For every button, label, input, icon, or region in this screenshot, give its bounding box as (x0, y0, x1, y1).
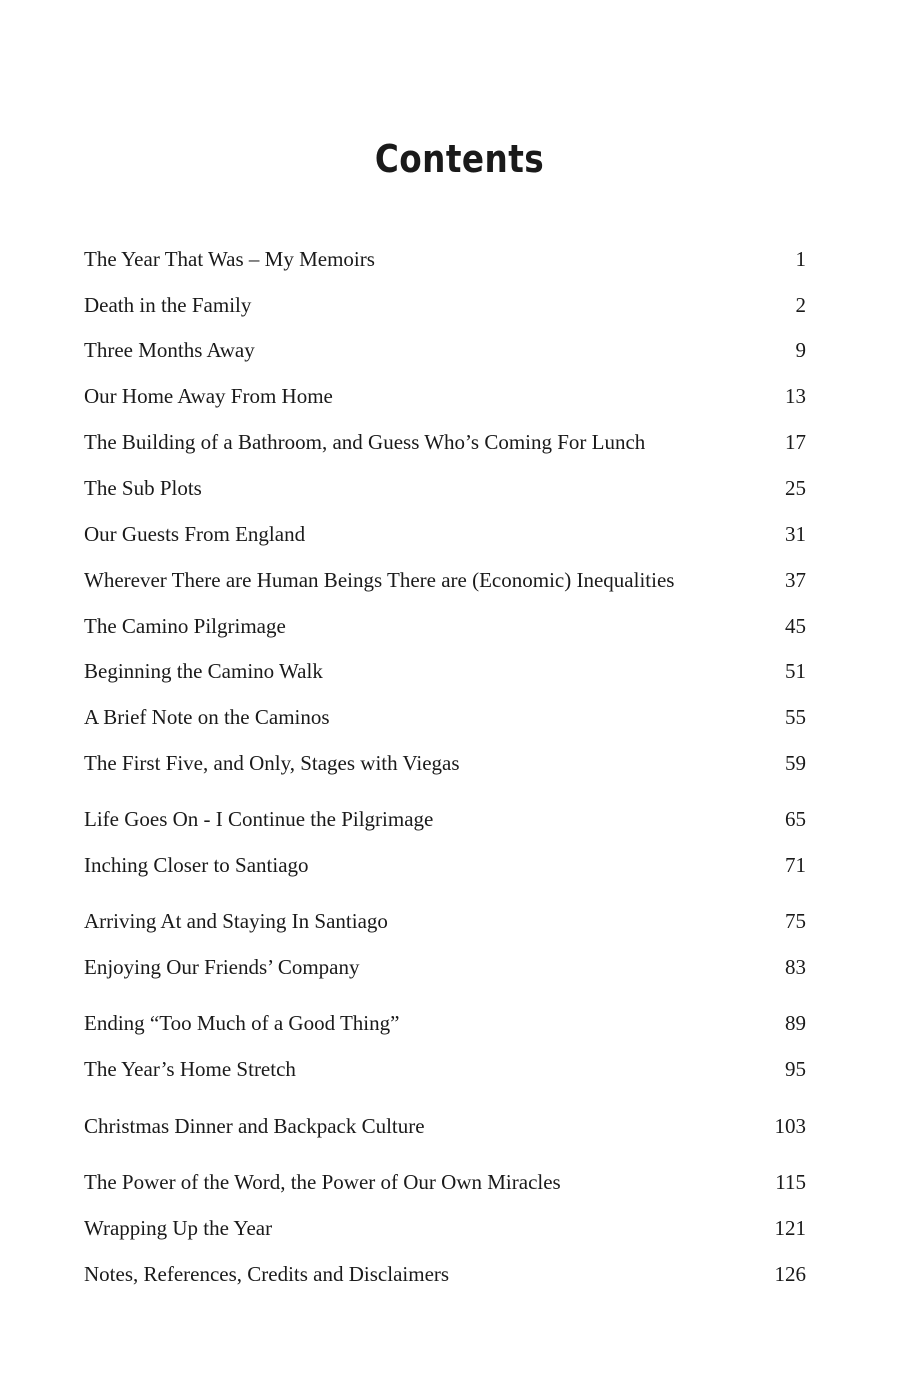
toc-entry (84, 611, 806, 641)
toc-entry-page: 51 (785, 659, 806, 683)
toc-entry-title: The Camino Pilgrimage (84, 614, 286, 638)
toc-entry (84, 427, 806, 457)
toc-entry-title: Wrapping Up the Year (84, 1216, 273, 1240)
toc-entry-page: 126 (774, 1262, 806, 1286)
toc-entry-title: Wherever There are Human Beings There are (Economic) Inequalities (84, 568, 675, 592)
toc-entry-title: The Power of the Word, the Power of Our Own Miracles (84, 1170, 561, 1194)
toc-entry (84, 1111, 806, 1141)
toc-entry-title: The First Five, and Only, Stages with Viegas (84, 751, 460, 775)
toc-entry-title: Beginning the Camino Walk (84, 659, 323, 683)
toc-entry (84, 519, 806, 549)
toc-entry-title: Three Months Away (84, 338, 255, 362)
toc-entry (84, 906, 806, 936)
toc-entry-title: The Year That Was – My Memoirs (84, 247, 375, 271)
toc-entry-page: 121 (774, 1216, 806, 1240)
toc-entry-title: Death in the Family (84, 293, 252, 317)
toc-entry (84, 702, 806, 732)
toc-entry-page: 13 (785, 384, 806, 408)
toc-entry-title: Our Home Away From Home (84, 384, 333, 408)
toc-entry-page: 71 (785, 853, 806, 877)
toc-entry-title: Notes, References, Credits and Disclaimers (84, 1262, 450, 1286)
toc-entry (84, 1054, 806, 1084)
toc-entry-title: The Sub Plots (84, 476, 202, 500)
toc-entry (84, 335, 806, 365)
toc-entry (84, 381, 806, 411)
toc-entry (84, 244, 806, 274)
toc-entry-page: 31 (785, 522, 806, 546)
toc-entry-page: 83 (785, 955, 806, 979)
toc-entry-title: Christmas Dinner and Backpack Culture (84, 1114, 425, 1138)
toc-entry-page: 59 (785, 751, 806, 775)
toc-entry-page: 75 (785, 909, 806, 933)
toc-entry-page: 89 (785, 1011, 806, 1035)
toc-entry-title: The Building of a Bathroom, and Guess Who’s Coming For Lunch (84, 430, 646, 454)
toc-entry-title: Enjoying Our Friends’ Company (84, 955, 360, 979)
toc-entry-page: 95 (785, 1057, 806, 1081)
toc-entry-title: Life Goes On - I Continue the Pilgrimage (84, 807, 434, 831)
toc-entry (84, 1259, 806, 1289)
toc-entry-page: 25 (785, 476, 806, 500)
toc-entry (84, 1167, 806, 1197)
toc-entry-page: 2 (795, 293, 806, 317)
toc-entry-page: 45 (785, 614, 806, 638)
toc-entry (84, 748, 806, 778)
toc-entry (84, 473, 806, 503)
toc-entry (84, 952, 806, 982)
toc-entry-title: Inching Closer to Santiago (84, 853, 309, 877)
toc-entry-title: Arriving At and Staying In Santiago (84, 909, 388, 933)
toc-entry-page: 65 (785, 807, 806, 831)
table-of-contents (84, 0, 806, 1388)
toc-entry (84, 1008, 806, 1038)
toc-entry-page: 17 (785, 430, 806, 454)
toc-entry-page: 55 (785, 705, 806, 729)
toc-entry (84, 290, 806, 320)
toc-entry-title: The Year’s Home Stretch (84, 1057, 296, 1081)
toc-entry (84, 1213, 806, 1243)
toc-entry-page: 1 (795, 247, 806, 271)
toc-entry-title: Our Guests From England (84, 522, 306, 546)
toc-entry (84, 804, 806, 834)
toc-entry-page: 103 (774, 1114, 806, 1138)
toc-entry-page: 37 (785, 568, 806, 592)
toc-entry-page: 9 (795, 338, 806, 362)
toc-entry-title: Ending “Too Much of a Good Thing” (84, 1011, 400, 1035)
page-title: Contents (374, 137, 545, 181)
toc-entry (84, 656, 806, 686)
toc-entry (84, 850, 806, 880)
toc-entry (84, 565, 806, 595)
toc-entry-title: A Brief Note on the Caminos (84, 705, 330, 729)
toc-entry-page: 115 (775, 1170, 806, 1194)
